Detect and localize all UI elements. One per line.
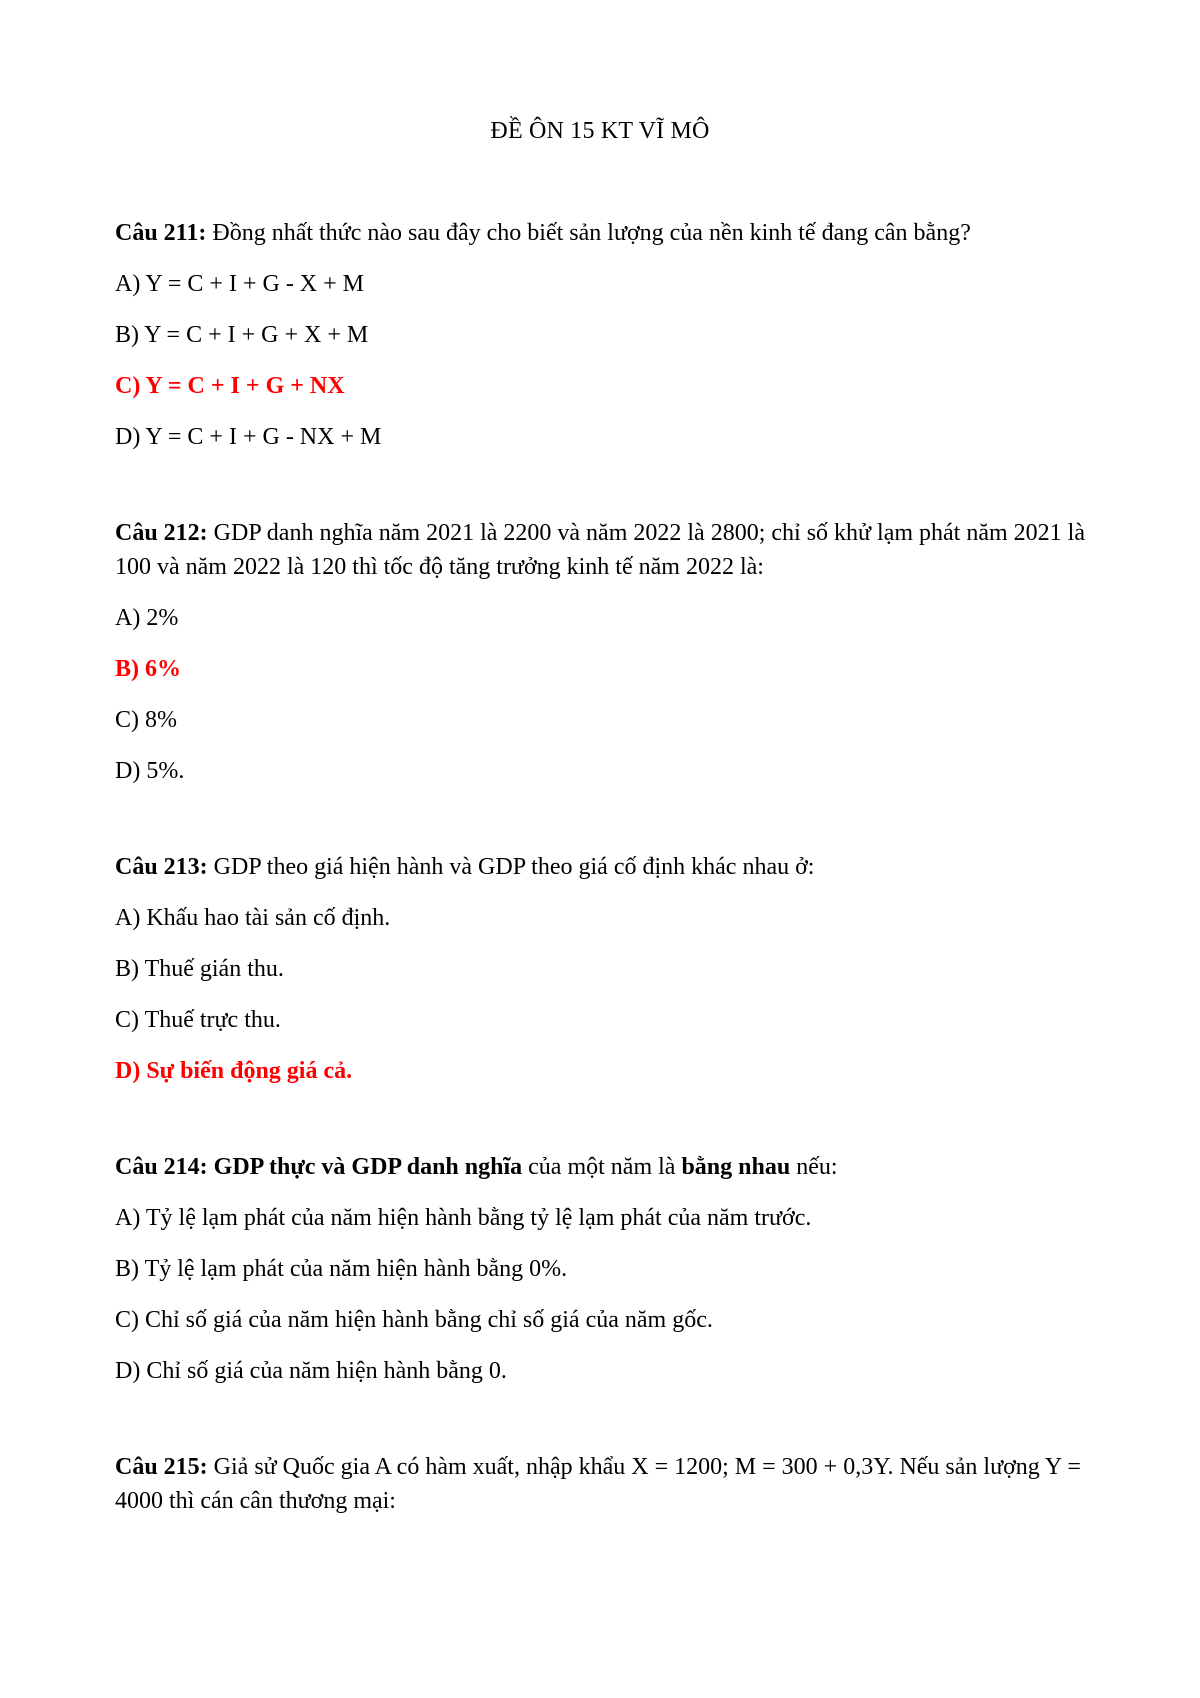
option-d-correct: D) Sự biến động giá cả. — [115, 1058, 353, 1084]
spacer — [115, 471, 1095, 516]
question-list — [115, 216, 1095, 1535]
question-number: Câu 214: — [115, 1154, 208, 1180]
question-text: Đồng nhất thức nào sau đây cho biết sản lượng của nền kinh tế đang cân bằng? — [206, 220, 971, 246]
question-214 — [115, 1150, 1095, 1388]
option-c: C) Chỉ số giá của năm hiện hành bằng chỉ số giá của năm gốc. — [115, 1307, 713, 1333]
question-number: Câu 215: — [115, 1454, 208, 1480]
question-text: GDP theo giá hiện hành và GDP theo giá cố định khác nhau ở: — [207, 854, 815, 880]
option-d: D) Chỉ số giá của năm hiện hành bằng 0. — [115, 1358, 507, 1384]
option-c: C) Thuế trực thu. — [115, 1007, 281, 1033]
question-213 — [115, 850, 1095, 1088]
question-stem — [115, 1150, 1095, 1184]
question-text: Giả sử Quốc gia A có hàm xuất, nhập khẩu X = 1200; M = 300 + 0,3Y. Nếu sản lượng Y = 4000 thì cán cân thương mại: — [115, 1454, 1081, 1514]
option-c-correct: C) Y = C + I + G + NX — [115, 373, 345, 399]
question-text: GDP danh nghĩa năm 2021 là 2200 và năm 2022 là 2800; chỉ số khử lạm phát năm 2021 là 100 và năm 2022 là 120 thì tốc độ tăng trưởng kinh tế năm 2022 là: — [115, 520, 1085, 580]
option-b: B) Thuế gián thu. — [115, 956, 284, 982]
option-a: A) 2% — [115, 605, 179, 631]
question-211 — [115, 216, 1095, 454]
spacer — [115, 1105, 1095, 1150]
question-text-bold: bằng nhau — [681, 1154, 791, 1180]
question-stem — [115, 850, 1095, 884]
option-c: C) 8% — [115, 707, 177, 733]
question-text: nếu: — [790, 1154, 838, 1180]
question-212 — [115, 516, 1095, 788]
option-d: D) Y = C + I + G - NX + M — [115, 424, 382, 450]
option-b: B) Tỷ lệ lạm phát của năm hiện hành bằng 0%. — [115, 1256, 568, 1282]
question-stem — [115, 516, 1095, 584]
spacer — [115, 1405, 1095, 1450]
spacer — [115, 805, 1095, 850]
question-text: của một năm là — [522, 1154, 682, 1180]
question-number: Câu 212: — [115, 520, 208, 546]
option-a: A) Tỷ lệ lạm phát của năm hiện hành bằng tỷ lệ lạm phát của năm trước. — [115, 1205, 812, 1231]
question-text-bold: GDP thực và GDP danh nghĩa — [207, 1154, 523, 1180]
option-d: D) 5%. — [115, 758, 185, 784]
option-a: A) Y = C + I + G - X + M — [115, 271, 365, 297]
option-a: A) Khấu hao tài sản cố định. — [115, 905, 391, 931]
question-stem — [115, 216, 1095, 250]
option-b-correct: B) 6% — [115, 656, 181, 682]
question-stem — [115, 1450, 1095, 1518]
question-number: Câu 211: — [115, 220, 207, 246]
option-b: B) Y = C + I + G + X + M — [115, 322, 369, 348]
page-title: ĐỀ ÔN 15 KT VĨ MÔ — [490, 118, 710, 144]
question-number: Câu 213: — [115, 854, 208, 880]
question-215 — [115, 1450, 1095, 1518]
